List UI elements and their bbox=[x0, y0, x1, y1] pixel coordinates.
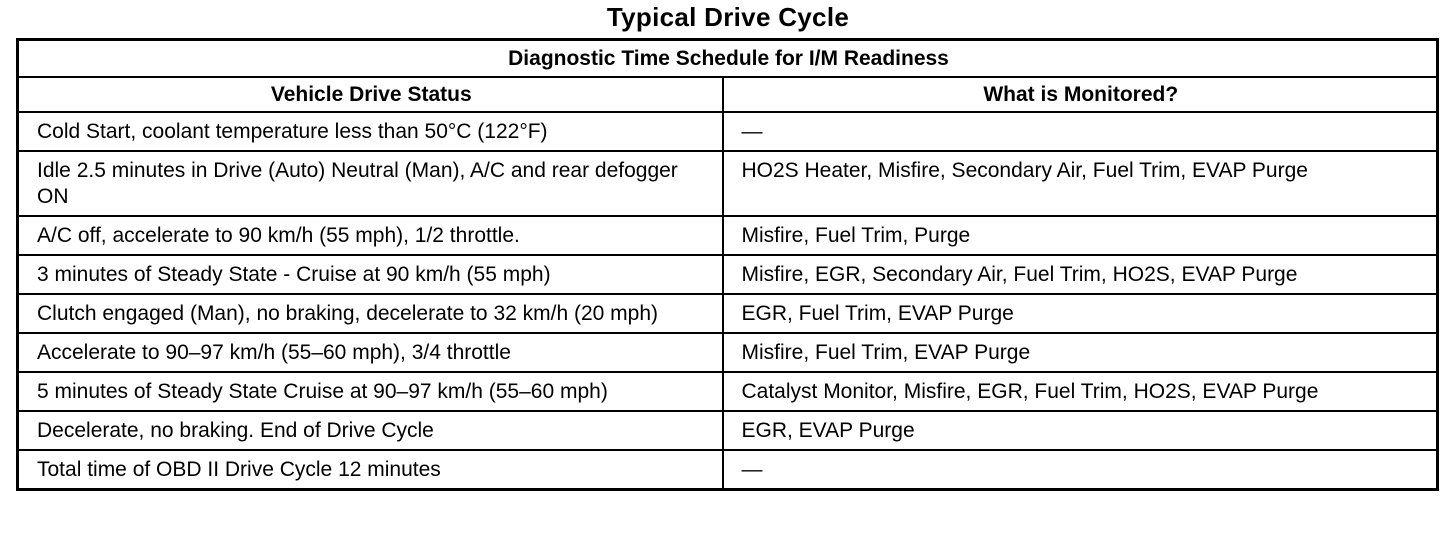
document-title: Typical Drive Cycle bbox=[606, 2, 850, 32]
drive-status-cell: Clutch engaged (Man), no braking, decelerate to 32 km/h (20 mph) bbox=[18, 294, 723, 333]
monitored-cell: Misfire, EGR, Secondary Air, Fuel Trim, HO2S, EVAP Purge bbox=[723, 255, 1438, 294]
header-what-is-monitored: What is Monitored? bbox=[723, 77, 1438, 112]
table-row bbox=[18, 216, 1438, 255]
drive-status-cell: Cold Start, coolant temperature less than 50°C (122°F) bbox=[18, 112, 723, 151]
monitored-cell: HO2S Heater, Misfire, Secondary Air, Fuel Trim, EVAP Purge bbox=[723, 151, 1438, 216]
drive-status-cell: Idle 2.5 minutes in Drive (Auto) Neutral (Man), A/C and rear defogger ON bbox=[18, 151, 723, 216]
drive-status-cell: Decelerate, no braking. End of Drive Cycle bbox=[18, 411, 723, 450]
monitored-cell: Misfire, Fuel Trim, EVAP Purge bbox=[723, 333, 1438, 372]
table-row bbox=[18, 450, 1438, 490]
table-row bbox=[18, 294, 1438, 333]
drive-status-cell: Accelerate to 90–97 km/h (55–60 mph), 3/4 throttle bbox=[18, 333, 723, 372]
monitored-cell: — bbox=[723, 112, 1438, 151]
monitored-cell: EGR, Fuel Trim, EVAP Purge bbox=[723, 294, 1438, 333]
monitored-cell: Misfire, Fuel Trim, Purge bbox=[723, 216, 1438, 255]
table-row bbox=[18, 255, 1438, 294]
drive-status-cell: 5 minutes of Steady State Cruise at 90–97 km/h (55–60 mph) bbox=[18, 372, 723, 411]
drive-status-cell: Total time of OBD II Drive Cycle 12 minutes bbox=[18, 450, 723, 490]
table-row bbox=[18, 333, 1438, 372]
table-caption-row bbox=[18, 40, 1438, 78]
header-vehicle-drive-status: Vehicle Drive Status bbox=[18, 77, 723, 112]
table-row bbox=[18, 151, 1438, 216]
monitored-cell: Catalyst Monitor, Misfire, EGR, Fuel Trim, HO2S, EVAP Purge bbox=[723, 372, 1438, 411]
table-row bbox=[18, 112, 1438, 151]
table-row bbox=[18, 372, 1438, 411]
drive-status-cell: 3 minutes of Steady State - Cruise at 90 km/h (55 mph) bbox=[18, 255, 723, 294]
table-header-row bbox=[18, 77, 1438, 112]
table-row bbox=[18, 411, 1438, 450]
drive-status-cell: A/C off, accelerate to 90 km/h (55 mph), 1/2 throttle. bbox=[18, 216, 723, 255]
table-caption: Diagnostic Time Schedule for I/M Readiness bbox=[18, 40, 1438, 78]
monitored-cell: EGR, EVAP Purge bbox=[723, 411, 1438, 450]
drive-cycle-table bbox=[16, 38, 1439, 491]
monitored-cell: — bbox=[723, 450, 1438, 490]
